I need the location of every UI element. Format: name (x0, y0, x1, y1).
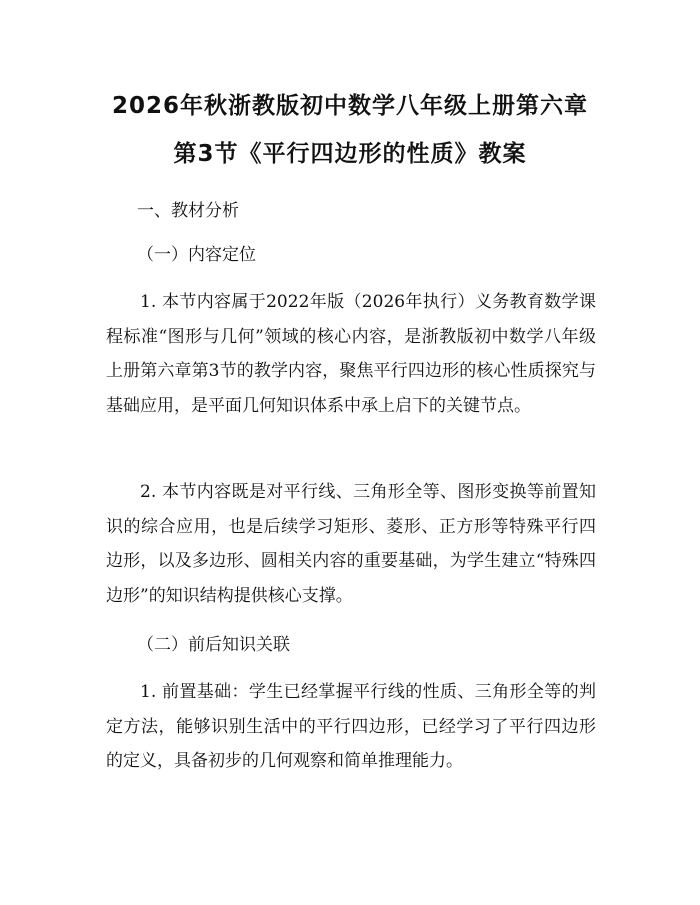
document-title-line-2: 第3节《平行四边形的性质》教案 (173, 141, 527, 167)
document-title-line-1: 2026年秋浙教版初中数学八年级上册第六章 (111, 93, 588, 119)
subsection-heading-content-positioning: （一）内容定位 (137, 245, 256, 265)
paragraph-content-positioning-2: 2. 本节内容既是对平行线、三角形全等、图形变换等前置知识的综合应用，也是后续学习矩形、菱形、正方形等特殊平行四边形，以及多边形、圆相关内容的重要基础，为学生建立“特殊四边形”的知识结构提供核心支撑。 (106, 482, 596, 606)
paragraph-prerequisite-foundation: 1. 前置基础：学生已经掌握平行线的性质、三角形全等的判定方法，能够识别生活中的平行四边形，已经学习了平行四边形的定义，具备初步的几何观察和简单推理能力。 (106, 682, 596, 771)
paragraph-content-positioning-1: 1. 本节内容属于2022年版（2026年执行）义务教育数学课程标准“图形与几何”领域的核心内容，是浙教版初中数学八年级上册第六章第3节的教学内容，聚焦平行四边形的核心性质探究与基础应用，是平面几何知识体系中承上启下的关键节点。 (106, 292, 596, 416)
subsection-heading-knowledge-connection: （二）前后知识关联 (137, 635, 290, 655)
section-heading-textbook-analysis: 一、教材分析 (137, 201, 239, 221)
